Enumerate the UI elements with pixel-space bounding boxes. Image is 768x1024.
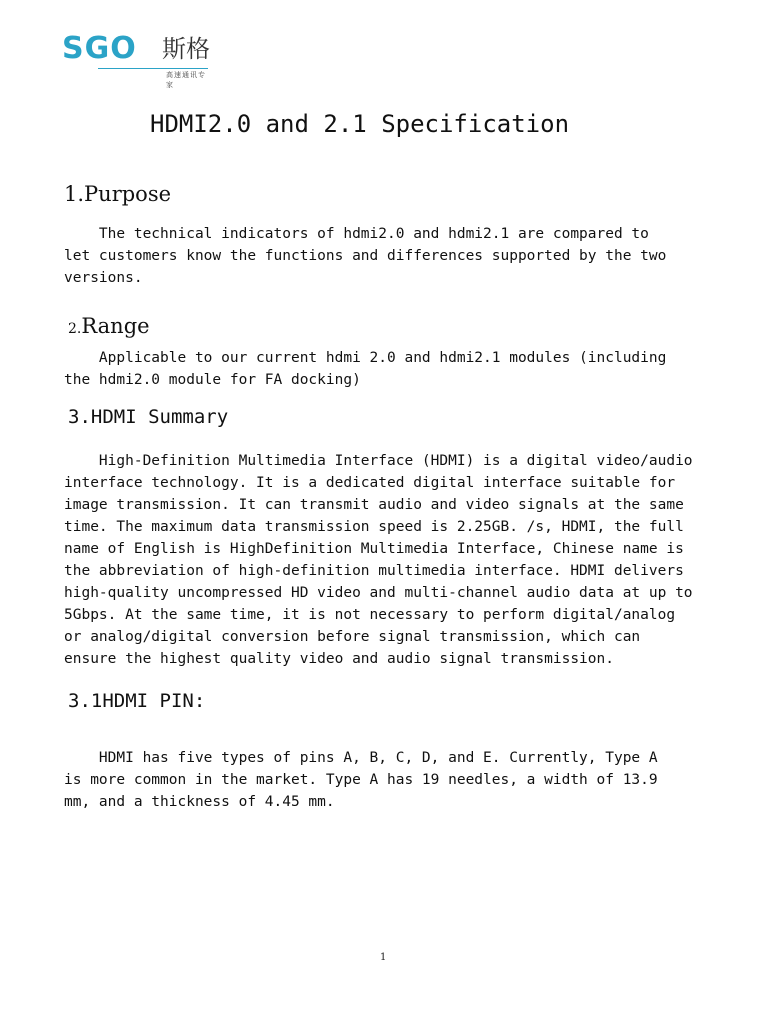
paragraph-line: HDMI has five types of pins A, B, C, D, and E. Currently, Type A	[64, 750, 658, 766]
company-logo	[62, 31, 212, 89]
range-heading-text: Range	[81, 314, 150, 338]
paragraph-line: 5Gbps. At the same time, it is not necessary to perform digital/analog	[64, 607, 676, 623]
paragraph-line: or analog/digital conversion before signal transmission, which can	[64, 629, 641, 645]
paragraph-line: name of English is HighDefinition Multimedia Interface, Chinese name is	[64, 541, 684, 557]
paragraph-line: the hdmi2.0 module for FA docking)	[64, 372, 361, 388]
purpose-heading: 1.Purpose	[64, 182, 172, 206]
paragraph-line: Applicable to our current hdmi 2.0 and hdmi2.1 modules (including	[64, 350, 667, 366]
pin-paragraph	[64, 747, 720, 813]
paragraph-line: versions.	[64, 270, 143, 286]
logo-underline	[98, 68, 208, 69]
summary-heading: 3.HDMI Summary	[68, 406, 229, 428]
paragraph-line: high-quality uncompressed HD video and multi-channel audio data at up to	[64, 585, 693, 601]
summary-paragraph	[64, 450, 720, 670]
range-paragraph	[64, 347, 720, 391]
range-heading	[68, 314, 150, 338]
logo-chinese-name: 斯格	[162, 35, 210, 63]
paragraph-line: the abbreviation of high-definition multimedia interface. HDMI delivers	[64, 563, 684, 579]
paragraph-line: ensure the highest quality video and audio signal transmission.	[64, 651, 614, 667]
paragraph-line: interface technology. It is a dedicated digital interface suitable for	[64, 475, 676, 491]
paragraph-line: image transmission. It can transmit audio and video signals at the same	[64, 497, 684, 513]
logo-text: SGO	[62, 31, 137, 66]
logo-tagline: 高速通讯专家	[166, 71, 206, 89]
page-number: 1	[380, 952, 387, 963]
paragraph-line: is more common in the market. Type A has 19 needles, a width of 13.9	[64, 772, 658, 788]
pin-heading: 3.1HDMI PIN:	[68, 690, 206, 712]
paragraph-line: let customers know the functions and differences supported by the two	[64, 248, 667, 264]
range-heading-number: 2.	[68, 321, 82, 337]
paragraph-line: mm, and a thickness of 4.45 mm.	[64, 794, 335, 810]
paragraph-line: time. The maximum data transmission speed is 2.25GB. /s, HDMI, the full	[64, 519, 684, 535]
document-title: HDMI2.0 and 2.1 Specification	[150, 110, 570, 138]
paragraph-line: High-Definition Multimedia Interface (HDMI) is a digital video/audio	[64, 453, 693, 469]
purpose-paragraph	[64, 223, 720, 289]
paragraph-line: The technical indicators of hdmi2.0 and hdmi2.1 are compared to	[64, 226, 649, 242]
